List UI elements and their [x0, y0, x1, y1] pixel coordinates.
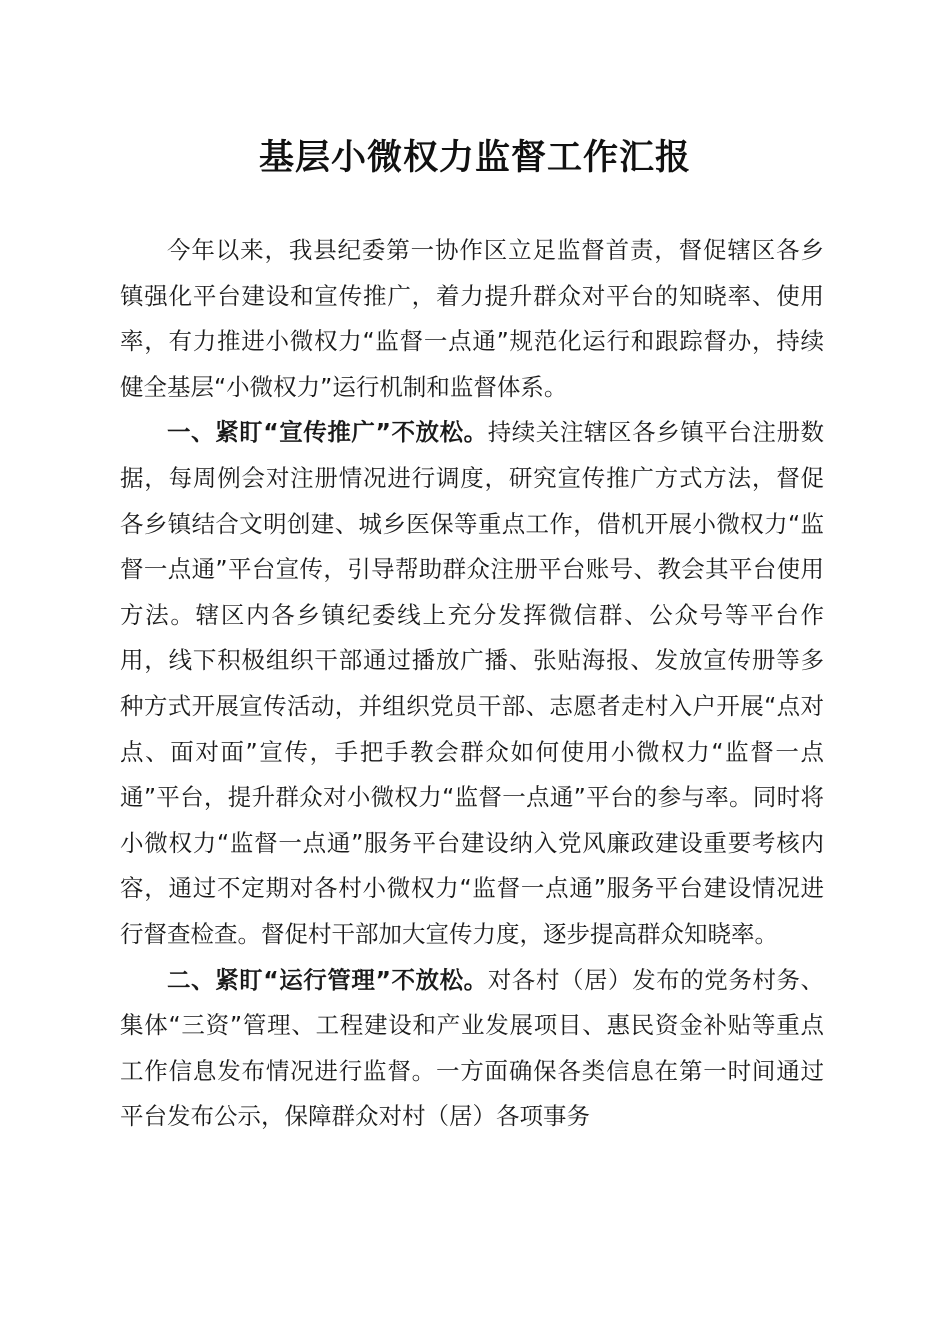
section-1-text: 持续关注辖区各乡镇平台注册数据，每周例会对注册情况进行调度，研究宣传推广方式方法，督促各乡镇结合文明创建、城乡医保等重点工作，借机开展小微权力“监督一点通”平台宣传，引导帮助群众注册平台账号、教会其平台使用方法。辖区内各乡镇纪委线上充分发挥微信群、公众号等平台作用，线下积极组织干部通过播放广播、张贴海报、发放宣传册等多种方式开展宣传活动，并组织党员干部、志愿者走村入户开展“点对点、面对面”宣传，手把手教会群众如何使用小微权力“监督一点通”平台，提升群众对小微权力“监督一点通”平台的参与率。同时将小微权力“监督一点通”服务平台建设纳入党风廉政建设重要考核内容，通过不定期对各村小微权力“监督一点通”服务平台建设情况进行督查检查。督促村干部加大宣传力度，逐步提高群众知晓率。	[120, 418, 825, 948]
document-body	[120, 228, 824, 1140]
intro-paragraph: 今年以来，我县纪委第一协作区立足监督首责，督促辖区各乡镇强化平台建设和宣传推广，着力提升群众对平台的知晓率、使用率，有力推进小微权力“监督一点通”规范化运行和跟踪督办，持续健全基层“小微权力”运行机制和监督体系。	[120, 236, 824, 401]
section-2-text: 对各村（居）发布的党务村务、集体“三资”管理、工程建设和产业发展项目、惠民资金补贴等重点工作信息发布情况进行监督。一方面确保各类信息在第一时间通过平台发布公示，保障群众对村（居）各项事务	[120, 965, 825, 1131]
document-title: 基层小微权力监督工作汇报	[258, 137, 691, 178]
section-2-heading: 二、紧盯“运行管理”不放松。	[167, 965, 488, 994]
section-1-heading: 一、紧盯“宣传推广”不放松。	[167, 418, 488, 447]
section-2-paragraph	[120, 958, 824, 1140]
section-1-paragraph	[120, 410, 824, 957]
